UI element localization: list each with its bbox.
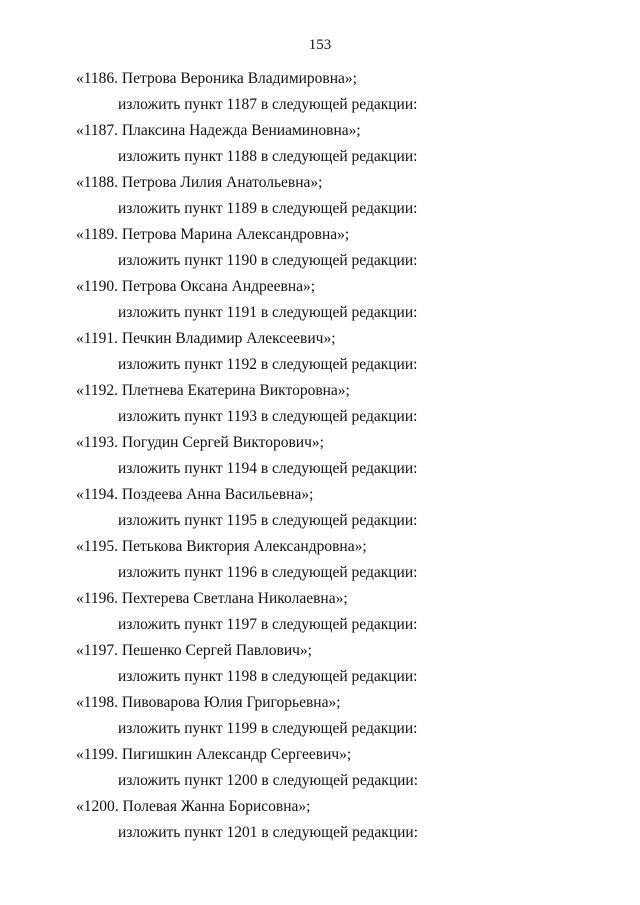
list-item-text: «1192. Плетнева Екатерина Викторовна»; [76, 382, 350, 399]
amendment-instruction: изложить пункт 1193 в следующей редакции: [118, 408, 418, 425]
amendment-instruction: изложить пункт 1200 в следующей редакции: [118, 772, 419, 789]
entries-list [0, 66, 640, 846]
list-item-text: «1188. Петрова Лилия Анатольевна»; [76, 174, 323, 191]
amendment-instruction: изложить пункт 1199 в следующей редакции: [118, 720, 418, 737]
list-item-text: «1194. Поздеева Анна Васильевна»; [76, 486, 314, 503]
amendment-instruction: изложить пункт 1196 в следующей редакции: [118, 564, 418, 581]
amendment-instruction: изложить пункт 1191 в следующей редакции: [118, 304, 418, 321]
list-item-text: «1186. Петрова Вероника Владимировна»; [76, 70, 357, 87]
amendment-instruction: изложить пункт 1195 в следующей редакции: [118, 512, 418, 529]
list-item-text: «1199. Пигишкин Александр Сергеевич»; [76, 746, 352, 763]
amendment-instruction: изложить пункт 1194 в следующей редакции: [118, 460, 418, 477]
list-item-text: «1189. Петрова Марина Александровна»; [76, 226, 350, 243]
amendment-instruction: изложить пункт 1187 в следующей редакции: [118, 96, 418, 113]
list-item-text: «1200. Полевая Жанна Борисовна»; [76, 798, 311, 815]
list-item-text: «1187. Плаксина Надежда Вениаминовна»; [76, 122, 361, 139]
list-item-text: «1195. Петькова Виктория Александровна»; [76, 538, 367, 555]
amendment-instruction: изложить пункт 1201 в следующей редакции: [118, 824, 419, 841]
list-item-text: «1191. Печкин Владимир Алексеевич»; [76, 330, 336, 347]
amendment-instruction: изложить пункт 1192 в следующей редакции: [118, 356, 418, 373]
list-item-text: «1198. Пивоварова Юлия Григорьевна»; [76, 694, 341, 711]
amendment-instruction: изложить пункт 1197 в следующей редакции: [118, 616, 418, 633]
list-item-text: «1197. Пешенко Сергей Павлович»; [76, 642, 312, 659]
list-item-text: «1193. Погудин Сергей Викторович»; [76, 434, 324, 451]
list-item-text: «1196. Пехтерева Светлана Николаевна»; [76, 590, 348, 607]
page-number: 153 [308, 37, 332, 53]
amendment-instruction: изложить пункт 1188 в следующей редакции: [118, 148, 418, 165]
amendment-instruction: изложить пункт 1198 в следующей редакции: [118, 668, 418, 685]
list-item-text: «1190. Петрова Оксана Андреевна»; [76, 278, 316, 295]
amendment-instruction: изложить пункт 1190 в следующей редакции: [118, 252, 418, 269]
amendment-instruction: изложить пункт 1189 в следующей редакции: [118, 200, 418, 217]
